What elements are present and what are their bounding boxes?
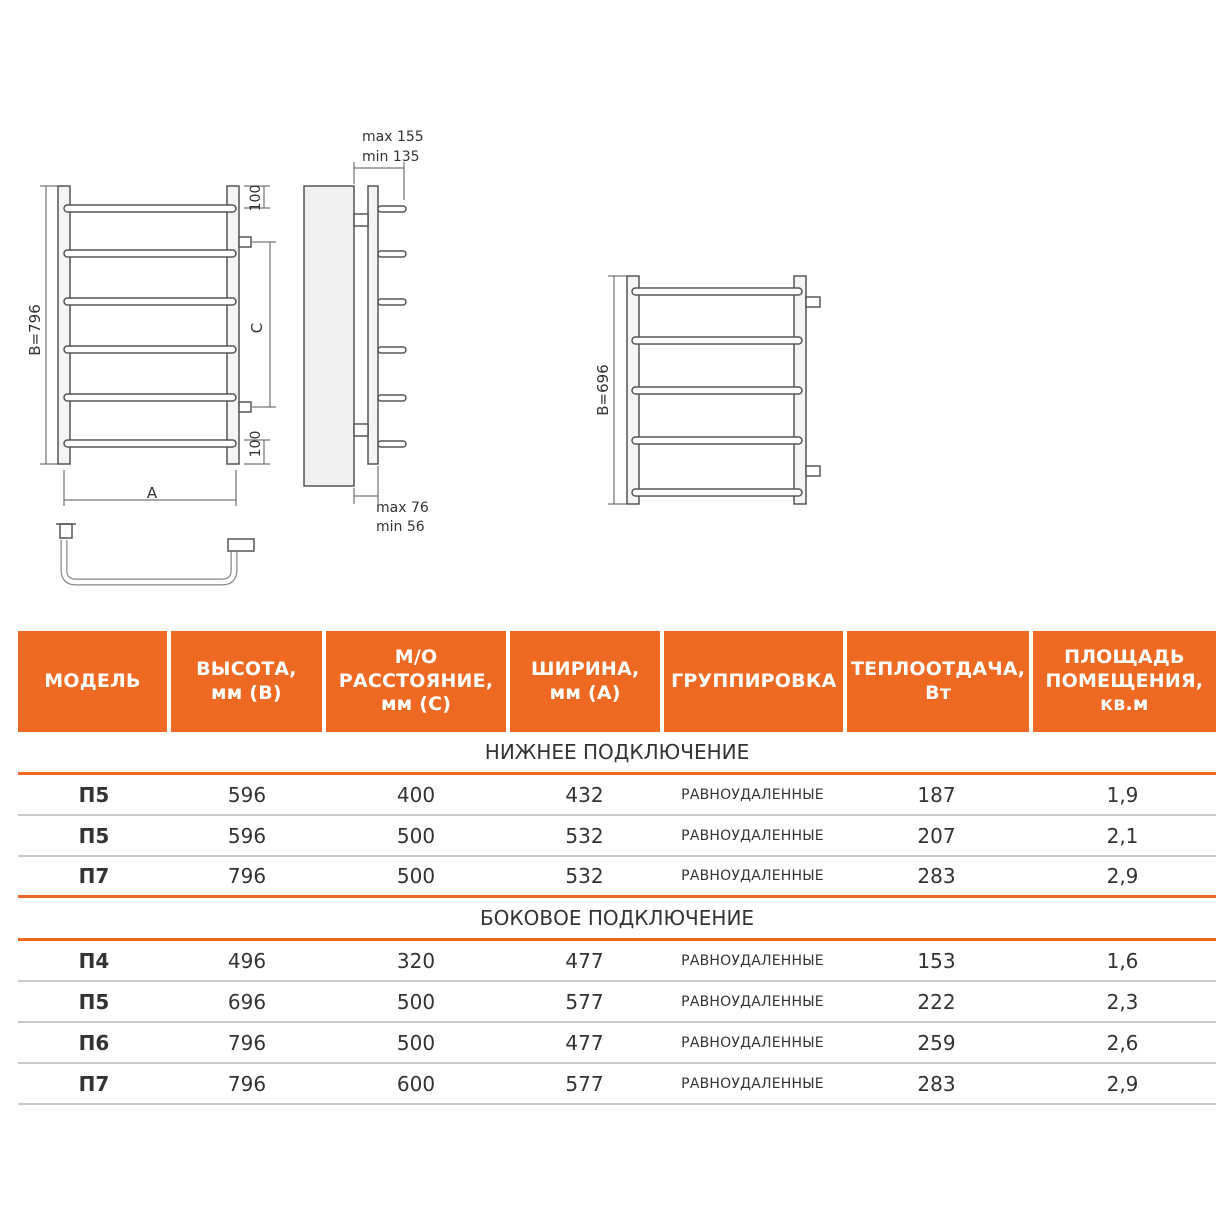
header-heat-output: ТЕПЛООТДАЧА, Вт (847, 631, 1028, 732)
side-bottom-max: max 76 (376, 500, 429, 516)
header-height: ВЫСОТА, мм (В) (171, 631, 322, 732)
table-row: П5 696 500 577 РАВНОУДАЛЕННЫЕ 222 2,3 (18, 982, 1216, 1023)
front-view-bottom-connection (40, 186, 276, 506)
side-top-min: min 135 (362, 149, 420, 165)
table-row: П5 596 400 432 РАВНОУДАЛЕННЫЕ 187 1,9 (18, 775, 1216, 816)
top-offset-label: 100 (248, 184, 264, 212)
table-row: П5 596 500 532 РАВНОУДАЛЕННЫЕ 207 2,1 (18, 816, 1216, 857)
top-view-bracket (56, 524, 254, 582)
height-label-796: B=796 (26, 304, 44, 356)
table-row: П6 796 500 477 РАВНОУДАЛЕННЫЕ 259 2,6 (18, 1023, 1216, 1064)
table-row: П4 496 320 477 РАВНОУДАЛЕННЫЕ 153 1,6 (18, 941, 1216, 982)
side-top-max: max 155 (362, 129, 424, 145)
header-room-area: ПЛОЩАДЬ ПОМЕЩЕНИЯ, кв.м (1033, 631, 1216, 732)
header-width: ШИРИНА, мм (А) (510, 631, 660, 732)
side-bottom-min: min 56 (376, 519, 425, 535)
center-distance-label: C (248, 322, 266, 334)
header-center-distance: М/О РАССТОЯНИЕ, мм (С) (326, 631, 506, 732)
table-header (18, 631, 1216, 732)
bottom-offset-label: 100 (248, 430, 264, 458)
front-view-side-connection (608, 276, 820, 504)
spec-table (18, 631, 1216, 1105)
height-label-696: B=696 (594, 364, 612, 416)
table-row: П7 796 600 577 РАВНОУДАЛЕННЫЕ 283 2,9 (18, 1064, 1216, 1105)
table-row: П7 796 500 532 РАВНОУДАЛЕННЫЕ 283 2,9 (18, 857, 1216, 898)
section-title-bottom: НИЖНЕЕ ПОДКЛЮЧЕНИЕ (18, 732, 1216, 775)
section-title-side: БОКОВОЕ ПОДКЛЮЧЕНИЕ (18, 898, 1216, 941)
width-label-a: A (146, 484, 158, 502)
header-grouping: ГРУППИРОВКА (664, 631, 843, 732)
side-view (304, 162, 406, 504)
header-model: МОДЕЛЬ (18, 631, 167, 732)
